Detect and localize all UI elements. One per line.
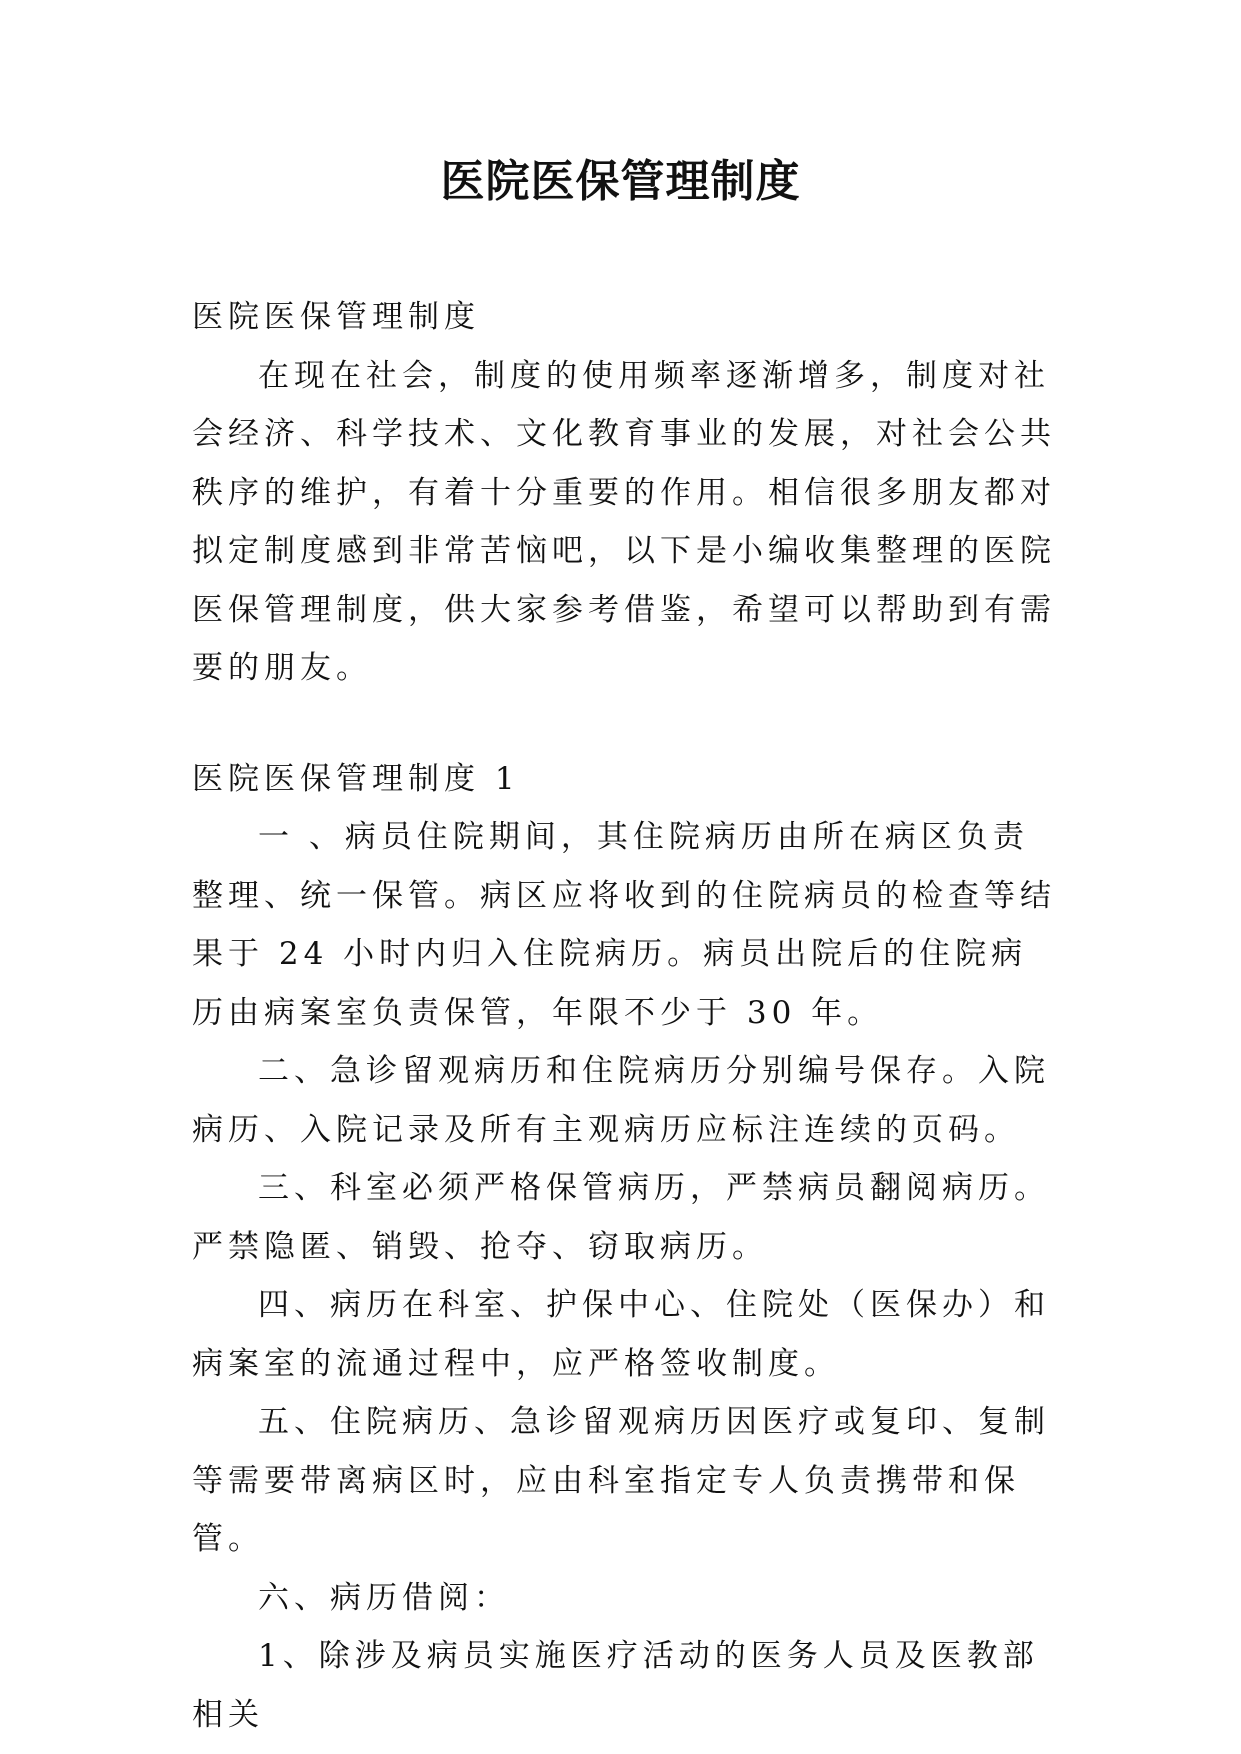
clause-4: 四、病历在科室、护保中心、住院处（医保办）和病案室的流通过程中，应严格签收制度。 [192,1287,1050,1382]
clause-6-heading: 六、病历借阅： [258,1579,510,1616]
document-title: 医院医保管理制度 [440,156,801,207]
clause-1: 一 、病员住院期间，其住院病历由所在病区负责整理、统一保管。病区应将收到的住院病员的检查等结果于 24 小时内归入住院病历。病员出院后的住院病历由病案室负责保管，年限不少于 30 年。 [192,819,1056,1031]
clause-6-item-1: 1、除涉及病员实施医疗活动的医务人员及医教部相关 [192,1638,1039,1733]
subtitle: 医院医保管理制度 [192,299,480,335]
clause-3: 三、科室必须严格保管病历，严禁病员翻阅病历。严禁隐匿、销毁、抢夺、窃取病历。 [192,1170,1050,1265]
section-spacer [192,698,1062,750]
document-body [192,288,1062,1744]
clause-2: 二、急诊留观病历和住院病历分别编号保存。入院病历、入院记录及所有主观病历应标注连续的页码。 [192,1053,1050,1148]
section-heading: 医院医保管理制度 1 [192,760,520,797]
intro-paragraph: 在现在社会，制度的使用频率逐渐增多，制度对社会经济、科学技术、文化教育事业的发展，对社会公共秩序的维护，有着十分重要的作用。相信很多朋友都对拟定制度感到非常苦恼吧，以下是小编收集整理的医院医保管理制度，供大家参考借鉴，希望可以帮助到有需要的朋友。 [192,357,1056,686]
clause-5: 五、住院病历、急诊留观病历因医疗或复印、复制等需要带离病区时，应由科室指定专人负责携带和保管。 [192,1404,1050,1557]
